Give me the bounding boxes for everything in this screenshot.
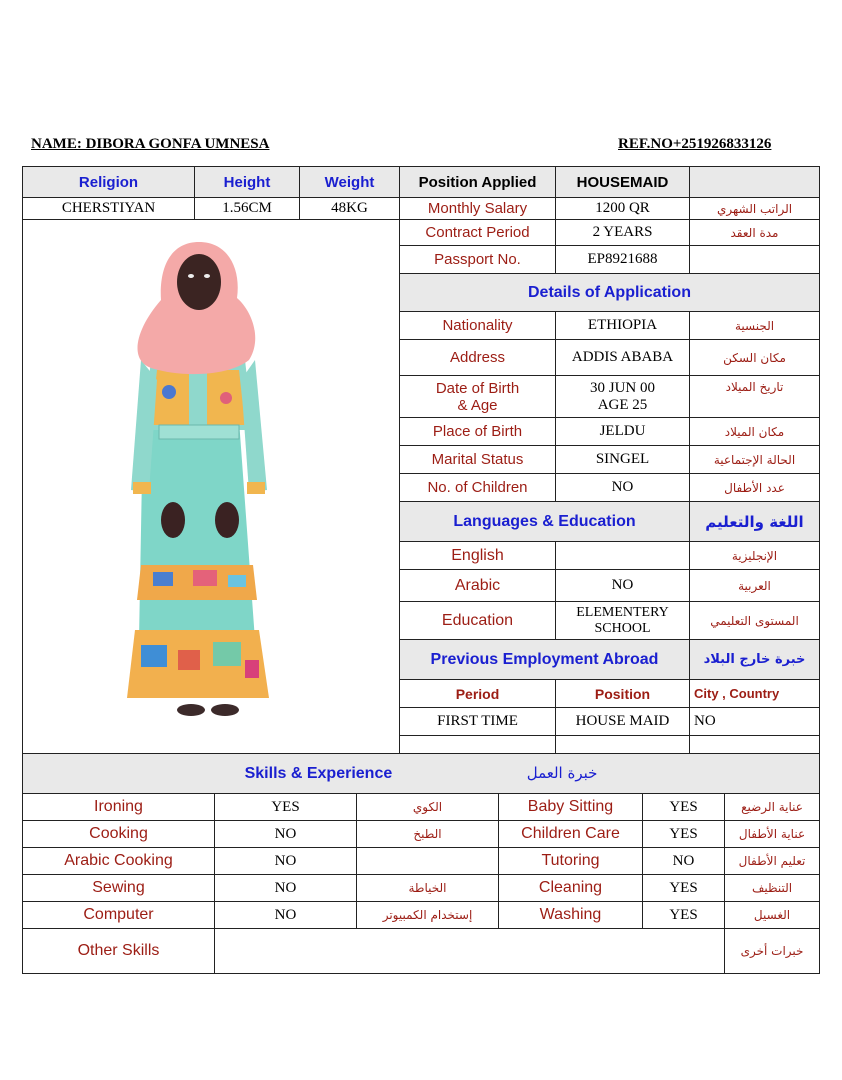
education-label: Education: [400, 602, 556, 640]
skills-section-arabic: خبرة العمل: [526, 764, 598, 782]
skill-tutoring-label: Tutoring: [499, 848, 643, 875]
arabic-value: NO: [556, 570, 690, 602]
skill-cooking-label: Cooking: [23, 821, 215, 848]
employment-section-arabic: خبرة خارج البلاد: [690, 640, 820, 680]
skill-tutoring-arabic: تعليم الأطفال: [725, 848, 820, 875]
pob-value: JELDU: [556, 418, 690, 446]
skill-washing-arabic: الغسيل: [725, 902, 820, 929]
skill-tutoring-value: NO: [643, 848, 725, 875]
skill-ironing-label: Ironing: [23, 794, 215, 821]
skill-arabic-cooking-label: Arabic Cooking: [23, 848, 215, 875]
period-header: Period: [400, 680, 556, 708]
height-label: Height: [195, 167, 300, 198]
application-table: [22, 166, 820, 756]
religion-value: CHERSTIYAN: [23, 198, 195, 220]
education-arabic: المستوى التعليمي: [690, 602, 820, 640]
dob-arabic: تاريخ الميلاد: [690, 376, 820, 418]
skills-section-title-row: [23, 754, 820, 794]
details-section-title: Details of Application: [400, 274, 820, 312]
skill-baby-sitting-value: YES: [643, 794, 725, 821]
passport-label: Passport No.: [400, 246, 556, 274]
english-value: [556, 542, 690, 570]
skill-ironing-arabic: الكوي: [357, 794, 499, 821]
empty-cell: [690, 246, 820, 274]
english-label: English: [400, 542, 556, 570]
contract-arabic: مدة العقد: [690, 220, 820, 246]
skill-baby-sitting-arabic: عناية الرضيع: [725, 794, 820, 821]
contract-value: 2 YEARS: [556, 220, 690, 246]
salary-arabic: الراتب الشهري: [690, 198, 820, 220]
nationality-label: Nationality: [400, 312, 556, 340]
candidate-photo-cell: [23, 220, 400, 756]
education-value-line2: SCHOOL: [594, 620, 651, 636]
skill-washing-label: Washing: [499, 902, 643, 929]
arabic-language-arabic: العربية: [690, 570, 820, 602]
salary-value: 1200 QR: [556, 198, 690, 220]
employment-section-title: Previous Employment Abroad: [400, 640, 690, 680]
skills-section-title: Skills & Experience: [244, 765, 393, 782]
education-value-line1: ELEMENTERY: [576, 604, 669, 620]
address-value: ADDIS ABABA: [556, 340, 690, 376]
skill-children-care-value: YES: [643, 821, 725, 848]
religion-label: Religion: [23, 167, 195, 198]
skill-washing-value: YES: [643, 902, 725, 929]
dob-label-line2: & Age: [457, 396, 498, 414]
marital-arabic: الحالة الإجتماعية: [690, 446, 820, 474]
dob-label-line1: Date of Birth: [435, 379, 520, 397]
skill-cooking-value: NO: [215, 821, 357, 848]
dob-value: [556, 376, 690, 418]
skill-computer-arabic: إستخدام الكمبيوتر: [357, 902, 499, 929]
position-header: Position: [556, 680, 690, 708]
skill-arabic-cooking-value: NO: [215, 848, 357, 875]
position-applied-value: HOUSEMAID: [556, 167, 690, 198]
skill-computer-label: Computer: [23, 902, 215, 929]
other-skills-value: [215, 929, 725, 974]
skill-children-care-label: Children Care: [499, 821, 643, 848]
skill-children-care-arabic: عناية الأطفال: [725, 821, 820, 848]
arabic-label: Arabic: [400, 570, 556, 602]
weight-label: Weight: [300, 167, 400, 198]
height-value: 1.56CM: [195, 198, 300, 220]
children-value: NO: [556, 474, 690, 502]
reference-number: REF.NO+251926833126: [618, 136, 772, 152]
other-skills-label: Other Skills: [23, 929, 215, 974]
passport-value: EP8921688: [556, 246, 690, 274]
empty-cell: [690, 167, 820, 198]
age-value: AGE 25: [597, 396, 648, 413]
dob-label: [400, 376, 556, 418]
skill-cleaning-value: YES: [643, 875, 725, 902]
languages-section-arabic: اللغة والتعليم: [690, 502, 820, 542]
employment-position-value: HOUSE MAID: [556, 708, 690, 736]
pob-label: Place of Birth: [400, 418, 556, 446]
marital-value: SINGEL: [556, 446, 690, 474]
skill-cleaning-arabic: التنظيف: [725, 875, 820, 902]
languages-section-title: Languages & Education: [400, 502, 690, 542]
children-arabic: عدد الأطفال: [690, 474, 820, 502]
skill-sewing-arabic: الخياطة: [357, 875, 499, 902]
contract-label: Contract Period: [400, 220, 556, 246]
skill-baby-sitting-label: Baby Sitting: [499, 794, 643, 821]
children-label: No. of Children: [400, 474, 556, 502]
weight-value: 48KG: [300, 198, 400, 220]
skill-computer-value: NO: [215, 902, 357, 929]
nationality-value: ETHIOPIA: [556, 312, 690, 340]
skill-ironing-value: YES: [215, 794, 357, 821]
pob-arabic: مكان الميلاد: [690, 418, 820, 446]
candidate-name: NAME: DIBORA GONFA UMNESA: [31, 136, 270, 152]
salary-label: Monthly Salary: [400, 198, 556, 220]
education-value: [556, 602, 690, 640]
skill-cleaning-label: Cleaning: [499, 875, 643, 902]
dob-date: 30 JUN 00: [589, 379, 655, 396]
marital-label: Marital Status: [400, 446, 556, 474]
candidate-photo: [23, 220, 393, 750]
city-country-value: NO: [690, 708, 820, 736]
nationality-arabic: الجنسية: [690, 312, 820, 340]
other-skills-arabic: خبرات أخرى: [725, 929, 820, 974]
skill-arabic-cooking-arabic: [357, 848, 499, 875]
english-arabic: الإنجليزية: [690, 542, 820, 570]
address-arabic: مكان السكن: [690, 340, 820, 376]
skill-sewing-value: NO: [215, 875, 357, 902]
skill-cooking-arabic: الطبخ: [357, 821, 499, 848]
skill-sewing-label: Sewing: [23, 875, 215, 902]
city-country-header: City , Country: [690, 680, 820, 708]
period-value: FIRST TIME: [400, 708, 556, 736]
skills-table: [22, 753, 820, 974]
address-label: Address: [400, 340, 556, 376]
position-applied-label: Position Applied: [400, 167, 556, 198]
